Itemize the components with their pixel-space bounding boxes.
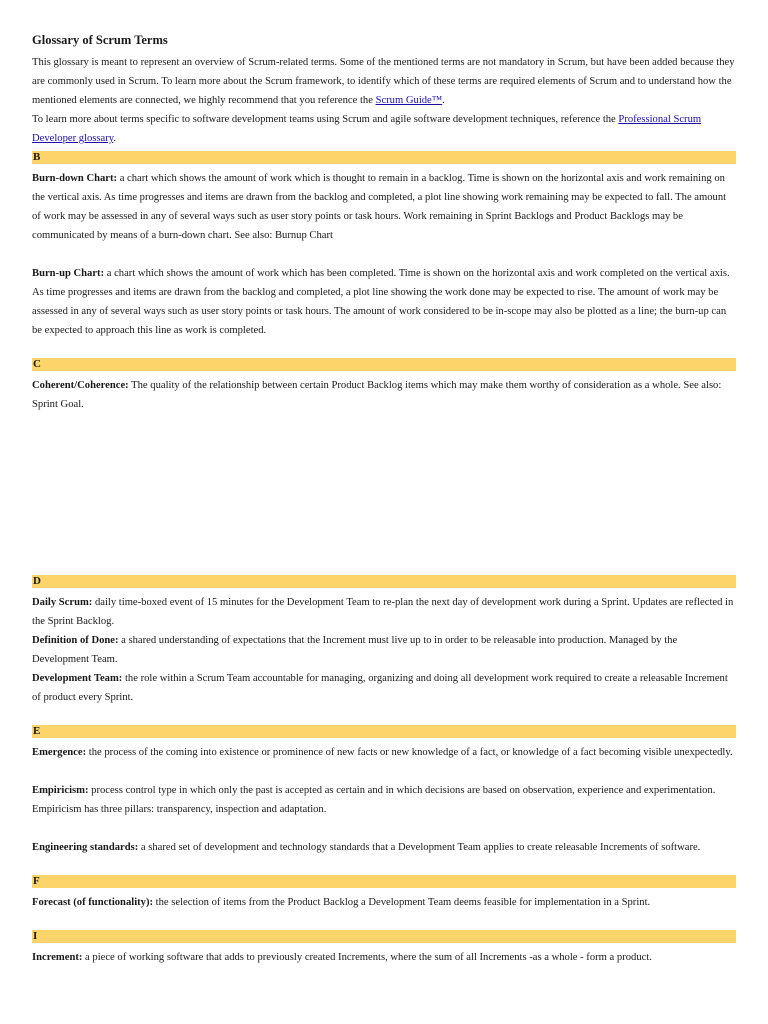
term-name: Daily Scrum: <box>32 597 93 608</box>
section-header-c: C <box>32 358 736 371</box>
intro-text: This glossary is meant to represent an overview of Scrum-related terms. Some of the mentioned terms are not mandatory in Scrum, but have been added because they are commonly used in Scrum. To learn more about the Scrum framework, to identify which of these terms are required elements of Scrum and to understand how the mentioned elements are connected, we highly recommend that you reference the <box>32 57 735 106</box>
term-definition: a chart which shows the amount of work which is thought to remain in a backlog. Time is shown on the horizontal axis and work remaining on the vertical axis. As time progresses and items are drawn from the backlog and completed, a plot line showing work remaining may be expected to fall. The amount of work may be assessed in any of several ways such as user story points or task hours. Work remaining in Sprint Backlogs and Product Backlogs may be communicated by means of a burn-down chart. See also: Burnup Chart <box>32 173 727 241</box>
intro-paragraph <box>32 53 736 110</box>
term-definition: daily time-boxed event of 15 minutes for the Development Team to re-plan the next day of development work during a Sprint. Updates are reflected in the Sprint Backlog. <box>32 597 734 627</box>
term-definition: a chart which shows the amount of work which has been completed. Time is shown on the horizontal axis and work completed on the vertical axis. As time progresses and items are drawn from the backlog and completed, a plot line showing the work done may be expected to rise. The amount of work may be assessed in any of several ways such as user story points or task hours. The amount of work considered to be in-scope may also be plotted as a line; the burn-up can be expected to approach this line as work is completed. <box>32 268 730 336</box>
term-definition: the process of the coming into existence or prominence of new facts or new knowledge of a fact, or knowledge of a fact becoming visible unexpectedly. <box>86 747 733 758</box>
term-coherence <box>32 376 736 414</box>
term-burn-up-chart <box>32 264 736 340</box>
term-engineering-standards <box>32 838 736 857</box>
term-definition: the selection of items from the Product Backlog a Development Team deems feasible for implementation in a Sprint. <box>153 897 651 908</box>
term-name: Emergence: <box>32 747 87 758</box>
term-name: Forecast (of functionality): <box>32 897 154 908</box>
term-name: Burn-up Chart: <box>32 268 105 279</box>
term-definition: a piece of working software that adds to previously created Increments, where the sum of all Increments -as a whole - form a product. <box>82 952 652 963</box>
section-header-f: F <box>32 875 736 888</box>
glossary-page <box>32 30 736 967</box>
section-header-b: B <box>32 151 736 164</box>
term-emergence <box>32 743 736 762</box>
term-development-team <box>32 669 736 707</box>
term-definition: The quality of the relationship between certain Product Backlog items which may make them worthy of consideration as a whole. See also: Sprint Goal. <box>32 380 722 410</box>
term-definition-of-done <box>32 631 736 669</box>
term-name: Coherent/Coherence: <box>32 380 129 391</box>
term-daily-scrum <box>32 593 736 631</box>
section-header-e: E <box>32 725 736 738</box>
intro-text-end: . <box>442 95 445 106</box>
intro-developer-paragraph <box>32 110 736 148</box>
term-name: Definition of Done: <box>32 635 119 646</box>
term-name: Development Team: <box>32 673 123 684</box>
page-title: Glossary of Scrum Terms <box>32 33 168 47</box>
intro-developer-text-end: . <box>113 133 117 144</box>
term-burn-down-chart <box>32 169 736 245</box>
term-increment <box>32 948 736 967</box>
term-name: Empiricism: <box>32 785 89 796</box>
intro-developer-text: To learn more about terms specific to software development teams using Scrum and agile software development techniques, reference the <box>32 114 619 125</box>
term-name: Burn-down Chart: <box>32 173 118 184</box>
developer-glossary-link[interactable]: Professional Scrum Developer glossary <box>32 114 702 144</box>
scrum-guide-link[interactable]: Scrum Guide™ <box>375 95 443 106</box>
term-forecast <box>32 893 736 912</box>
term-name: Increment: <box>32 952 83 963</box>
term-name: Engineering standards: <box>32 842 139 853</box>
term-definition: process control type in which only the past is accepted as certain and in which decisions are based on observation, experience and experimentation. Empiricism has three pillars: transparency, inspection and adaptation. <box>32 785 716 815</box>
section-header-d: D <box>32 575 736 588</box>
term-definition: a shared understanding of expectations that the Increment must live up to in order to be releasable into production. Managed by the Development Team. <box>32 635 678 665</box>
section-header-i: I <box>32 930 736 943</box>
term-definition: a shared set of development and technology standards that a Development Team applies to create releasable Increments of software. <box>138 842 701 853</box>
term-definition: the role within a Scrum Team accountable for managing, organizing and doing all development work required to create a releasable Increment of product every Sprint. <box>32 673 728 703</box>
term-empiricism <box>32 781 736 819</box>
